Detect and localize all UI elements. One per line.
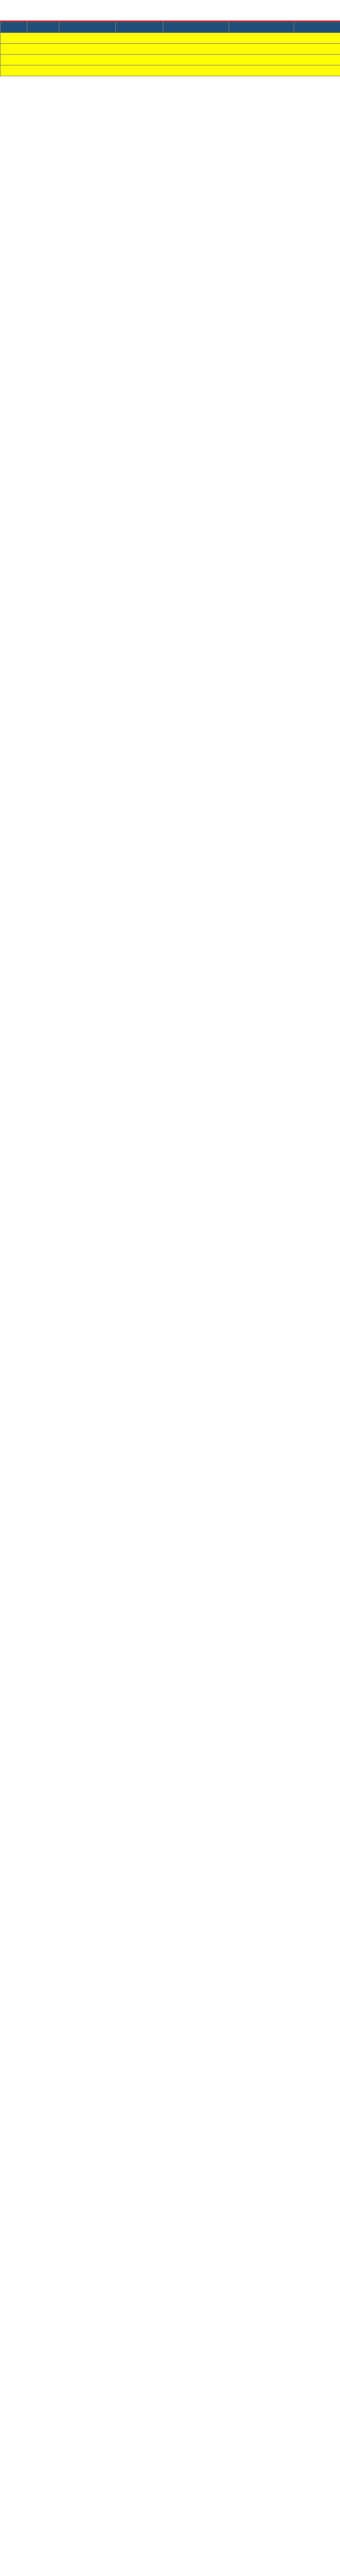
section-header <box>1 65 340 76</box>
section-header <box>1 55 340 65</box>
section-header <box>1 44 340 55</box>
column-header <box>163 22 229 33</box>
page <box>0 0 340 76</box>
ranking-table <box>0 22 340 76</box>
column-header <box>294 22 340 33</box>
section-label <box>1 44 340 55</box>
header-row <box>1 22 340 33</box>
column-header <box>1 22 27 33</box>
column-header <box>116 22 163 33</box>
table-body <box>1 33 340 76</box>
column-header <box>229 22 294 33</box>
section-label <box>1 65 340 76</box>
section-label <box>1 33 340 44</box>
column-header <box>59 22 116 33</box>
title-bar <box>0 0 340 22</box>
column-header <box>27 22 59 33</box>
section-label <box>1 55 340 65</box>
section-header <box>1 33 340 44</box>
